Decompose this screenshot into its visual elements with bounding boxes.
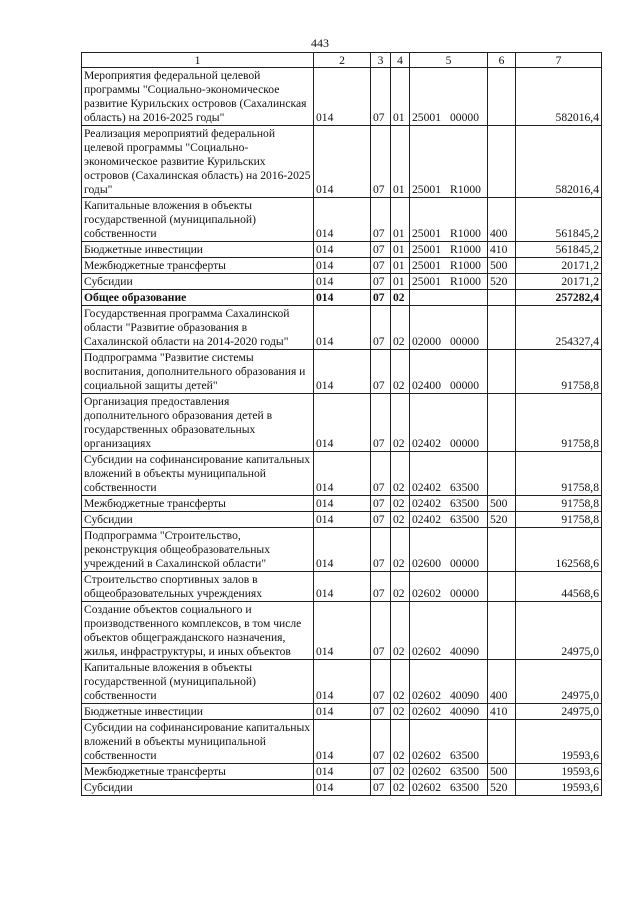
table-row	[82, 528, 602, 572]
target-article-program: 02602	[412, 645, 441, 658]
row-subsection: 02	[391, 350, 410, 394]
row-name: Бюджетные инвестиции	[82, 704, 314, 720]
row-section: 07	[371, 496, 391, 512]
row-expense-type	[488, 528, 516, 572]
target-article-direction: 00000	[450, 587, 479, 600]
row-expense-type	[488, 68, 516, 126]
target-article-program: 02602	[412, 781, 441, 794]
row-expense-type	[488, 126, 516, 198]
row-amount: 91758,8	[516, 512, 602, 528]
row-name: Субсидии	[82, 780, 314, 796]
row-grbs: 014	[314, 306, 371, 350]
target-article-program: 02402	[412, 497, 441, 510]
row-expense-type	[488, 572, 516, 602]
row-target-article	[410, 274, 488, 290]
row-name: Строительство спортивных залов в общеобразовательных учреждениях	[82, 572, 314, 602]
row-amount: 91758,8	[516, 394, 602, 452]
row-section: 07	[371, 602, 391, 660]
table-row	[82, 780, 602, 796]
target-article-program: 25001	[412, 111, 441, 124]
row-name: Общее образование	[82, 290, 314, 306]
row-target-article	[410, 512, 488, 528]
table-row	[82, 660, 602, 704]
row-amount: 20171,2	[516, 274, 602, 290]
row-subsection: 02	[391, 704, 410, 720]
row-section: 07	[371, 198, 391, 242]
row-subsection: 02	[391, 394, 410, 452]
row-name: Государственная программа Сахалинской области "Развитие образования в Сахалинской области на 2014-2020 годы"	[82, 306, 314, 350]
target-article-direction: 00000	[450, 557, 479, 570]
target-article-direction: R1000	[450, 183, 481, 196]
row-amount: 91758,8	[516, 350, 602, 394]
row-name: Подпрограмма "Строительство, реконструкция общеобразовательных учреждений в Сахалинской области"	[82, 528, 314, 572]
row-grbs: 014	[314, 602, 371, 660]
row-grbs: 014	[314, 496, 371, 512]
table-row	[82, 242, 602, 258]
row-section: 07	[371, 660, 391, 704]
row-target-article	[410, 704, 488, 720]
row-expense-type: 520	[488, 780, 516, 796]
row-expense-type: 400	[488, 198, 516, 242]
row-expense-type: 500	[488, 764, 516, 780]
row-grbs: 014	[314, 242, 371, 258]
row-amount: 19593,6	[516, 780, 602, 796]
table-row	[82, 350, 602, 394]
row-grbs: 014	[314, 572, 371, 602]
row-section: 07	[371, 126, 391, 198]
target-article-program: 02000	[412, 335, 441, 348]
target-article-direction: 00000	[450, 335, 479, 348]
row-target-article	[410, 452, 488, 496]
target-article-direction: 40090	[450, 689, 479, 702]
target-article-direction: 40090	[450, 705, 479, 718]
row-section: 07	[371, 764, 391, 780]
row-section: 07	[371, 452, 391, 496]
row-grbs: 014	[314, 274, 371, 290]
row-subsection: 02	[391, 528, 410, 572]
row-section: 07	[371, 242, 391, 258]
row-amount: 20171,2	[516, 258, 602, 274]
target-article-direction: 00000	[450, 379, 479, 392]
row-name: Межбюджетные трансферты	[82, 764, 314, 780]
row-expense-type	[488, 350, 516, 394]
target-article-direction: 63500	[450, 513, 479, 526]
target-article-direction: 63500	[450, 749, 479, 762]
row-expense-type	[488, 452, 516, 496]
row-subsection: 02	[391, 496, 410, 512]
row-target-article	[410, 660, 488, 704]
row-amount: 561845,2	[516, 198, 602, 242]
target-article-direction: 40090	[450, 645, 479, 658]
target-article-direction: 63500	[450, 497, 479, 510]
target-article-program: 02602	[412, 749, 441, 762]
column-header: 3	[371, 53, 391, 68]
table-row	[82, 764, 602, 780]
row-name: Межбюджетные трансферты	[82, 258, 314, 274]
row-amount: 257282,4	[516, 290, 602, 306]
row-subsection: 02	[391, 306, 410, 350]
row-subsection: 02	[391, 764, 410, 780]
row-section: 07	[371, 258, 391, 274]
row-subsection: 02	[391, 660, 410, 704]
row-name: Субсидии на софинансирование капитальных вложений в объекты муниципальной собственности	[82, 720, 314, 764]
row-section: 07	[371, 68, 391, 126]
page-number: 443	[311, 36, 329, 50]
row-subsection: 01	[391, 242, 410, 258]
row-section: 07	[371, 290, 391, 306]
row-target-article	[410, 764, 488, 780]
column-header: 4	[391, 53, 410, 68]
target-article-program: 25001	[412, 259, 441, 272]
column-header: 5	[410, 53, 488, 68]
row-name: Бюджетные инвестиции	[82, 242, 314, 258]
table-row	[82, 704, 602, 720]
row-section: 07	[371, 704, 391, 720]
row-amount: 19593,6	[516, 764, 602, 780]
row-target-article	[410, 350, 488, 394]
row-amount: 24975,0	[516, 602, 602, 660]
row-subsection: 01	[391, 198, 410, 242]
target-article-program: 25001	[412, 275, 441, 288]
row-name: Подпрограмма "Развитие системы воспитания, дополнительного образования и социальной защиты детей"	[82, 350, 314, 394]
row-expense-type	[488, 720, 516, 764]
row-expense-type	[488, 290, 516, 306]
table-row	[82, 68, 602, 126]
row-amount: 91758,8	[516, 496, 602, 512]
row-amount: 162568,6	[516, 528, 602, 572]
row-grbs: 014	[314, 764, 371, 780]
table-row	[82, 720, 602, 764]
row-name: Субсидии	[82, 274, 314, 290]
target-article-direction: R1000	[450, 275, 481, 288]
row-subsection: 02	[391, 290, 410, 306]
table-row	[82, 306, 602, 350]
row-name: Субсидии	[82, 512, 314, 528]
row-amount: 19593,6	[516, 720, 602, 764]
row-expense-type: 400	[488, 660, 516, 704]
row-target-article	[410, 602, 488, 660]
header-row	[82, 53, 602, 68]
row-target-article	[410, 198, 488, 242]
target-article-direction: 63500	[450, 765, 479, 778]
target-article-direction: 63500	[450, 481, 479, 494]
row-section: 07	[371, 394, 391, 452]
row-subsection: 02	[391, 720, 410, 764]
row-expense-type: 410	[488, 704, 516, 720]
row-section: 07	[371, 350, 391, 394]
row-amount: 254327,4	[516, 306, 602, 350]
row-subsection: 02	[391, 780, 410, 796]
target-article-program: 25001	[412, 243, 441, 256]
table-row	[82, 512, 602, 528]
row-target-article	[410, 572, 488, 602]
row-target-article	[410, 126, 488, 198]
row-grbs: 014	[314, 290, 371, 306]
row-section: 07	[371, 274, 391, 290]
row-subsection: 01	[391, 258, 410, 274]
row-target-article	[410, 242, 488, 258]
table-row	[82, 602, 602, 660]
row-target-article	[410, 290, 488, 306]
row-subsection: 02	[391, 452, 410, 496]
row-target-article	[410, 528, 488, 572]
row-target-article	[410, 720, 488, 764]
row-subsection: 02	[391, 602, 410, 660]
row-section: 07	[371, 720, 391, 764]
row-grbs: 014	[314, 512, 371, 528]
table-row	[82, 274, 602, 290]
row-subsection: 01	[391, 126, 410, 198]
row-grbs: 014	[314, 528, 371, 572]
row-name: Создание объектов социального и производственного комплексов, в том числе объектов общегражданского назначения, жилья, инфраструктуры, и иных объектов	[82, 602, 314, 660]
row-amount: 582016,4	[516, 126, 602, 198]
column-header: 1	[82, 53, 314, 68]
row-expense-type: 520	[488, 274, 516, 290]
row-expense-type	[488, 394, 516, 452]
target-article-program: 02602	[412, 765, 441, 778]
target-article-direction: R1000	[450, 243, 481, 256]
target-article-program: 25001	[412, 183, 441, 196]
row-name: Мероприятия федеральной целевой программы "Социально-экономическое развитие Курильских островов (Сахалинская область) на 2016-2025 годы"	[82, 68, 314, 126]
column-header: 2	[314, 53, 371, 68]
row-name: Межбюджетные трансферты	[82, 496, 314, 512]
table-row	[82, 258, 602, 274]
row-grbs: 014	[314, 350, 371, 394]
target-article-program: 02402	[412, 481, 441, 494]
row-grbs: 014	[314, 198, 371, 242]
row-grbs: 014	[314, 126, 371, 198]
row-amount: 24975,0	[516, 704, 602, 720]
column-header: 6	[488, 53, 516, 68]
table-row	[82, 394, 602, 452]
row-name: Организация предоставления дополнительного образования детей в государственных образовательных организациях	[82, 394, 314, 452]
row-section: 07	[371, 780, 391, 796]
budget-table	[81, 52, 602, 796]
row-expense-type: 500	[488, 496, 516, 512]
row-target-article	[410, 306, 488, 350]
row-section: 07	[371, 572, 391, 602]
table-row	[82, 572, 602, 602]
row-amount: 561845,2	[516, 242, 602, 258]
row-section: 07	[371, 306, 391, 350]
target-article-program: 02402	[412, 513, 441, 526]
row-amount: 91758,8	[516, 452, 602, 496]
table-row	[82, 198, 602, 242]
row-grbs: 014	[314, 780, 371, 796]
row-target-article	[410, 258, 488, 274]
target-article-program: 02602	[412, 689, 441, 702]
row-grbs: 014	[314, 720, 371, 764]
table-row	[82, 126, 602, 198]
row-amount: 24975,0	[516, 660, 602, 704]
row-section: 07	[371, 528, 391, 572]
row-target-article	[410, 394, 488, 452]
row-grbs: 014	[314, 394, 371, 452]
row-expense-type: 500	[488, 258, 516, 274]
row-target-article	[410, 496, 488, 512]
target-article-program: 02602	[412, 587, 441, 600]
target-article-direction: 00000	[450, 437, 479, 450]
row-name: Субсидии на софинансирование капитальных вложений в объекты муниципальной собственности	[82, 452, 314, 496]
row-expense-type: 520	[488, 512, 516, 528]
row-expense-type	[488, 602, 516, 660]
target-article-program: 02402	[412, 437, 441, 450]
target-article-program: 02602	[412, 705, 441, 718]
target-article-program: 25001	[412, 227, 441, 240]
target-article-direction: 00000	[450, 111, 479, 124]
table-row	[82, 496, 602, 512]
row-section: 07	[371, 512, 391, 528]
row-name: Капитальные вложения в объекты государственной (муниципальной) собственности	[82, 660, 314, 704]
target-article-program: 02600	[412, 557, 441, 570]
row-target-article	[410, 68, 488, 126]
row-subsection: 01	[391, 274, 410, 290]
row-grbs: 014	[314, 452, 371, 496]
target-article-direction: R1000	[450, 227, 481, 240]
row-expense-type	[488, 306, 516, 350]
table-row	[82, 452, 602, 496]
row-name: Капитальные вложения в объекты государственной (муниципальной) собственности	[82, 198, 314, 242]
column-header: 7	[516, 53, 602, 68]
row-grbs: 014	[314, 660, 371, 704]
row-amount: 582016,4	[516, 68, 602, 126]
table-row	[82, 290, 602, 306]
row-grbs: 014	[314, 258, 371, 274]
row-target-article	[410, 780, 488, 796]
row-amount: 44568,6	[516, 572, 602, 602]
row-expense-type: 410	[488, 242, 516, 258]
target-article-direction: 63500	[450, 781, 479, 794]
row-subsection: 02	[391, 512, 410, 528]
row-subsection: 01	[391, 68, 410, 126]
target-article-program: 02400	[412, 379, 441, 392]
row-grbs: 014	[314, 704, 371, 720]
row-name: Реализация мероприятий федеральной целевой программы "Социально-экономическое развитие Курильских островов (Сахалинская область) на 2016-2025 годы"	[82, 126, 314, 198]
row-subsection: 02	[391, 572, 410, 602]
target-article-direction: R1000	[450, 259, 481, 272]
row-grbs: 014	[314, 68, 371, 126]
